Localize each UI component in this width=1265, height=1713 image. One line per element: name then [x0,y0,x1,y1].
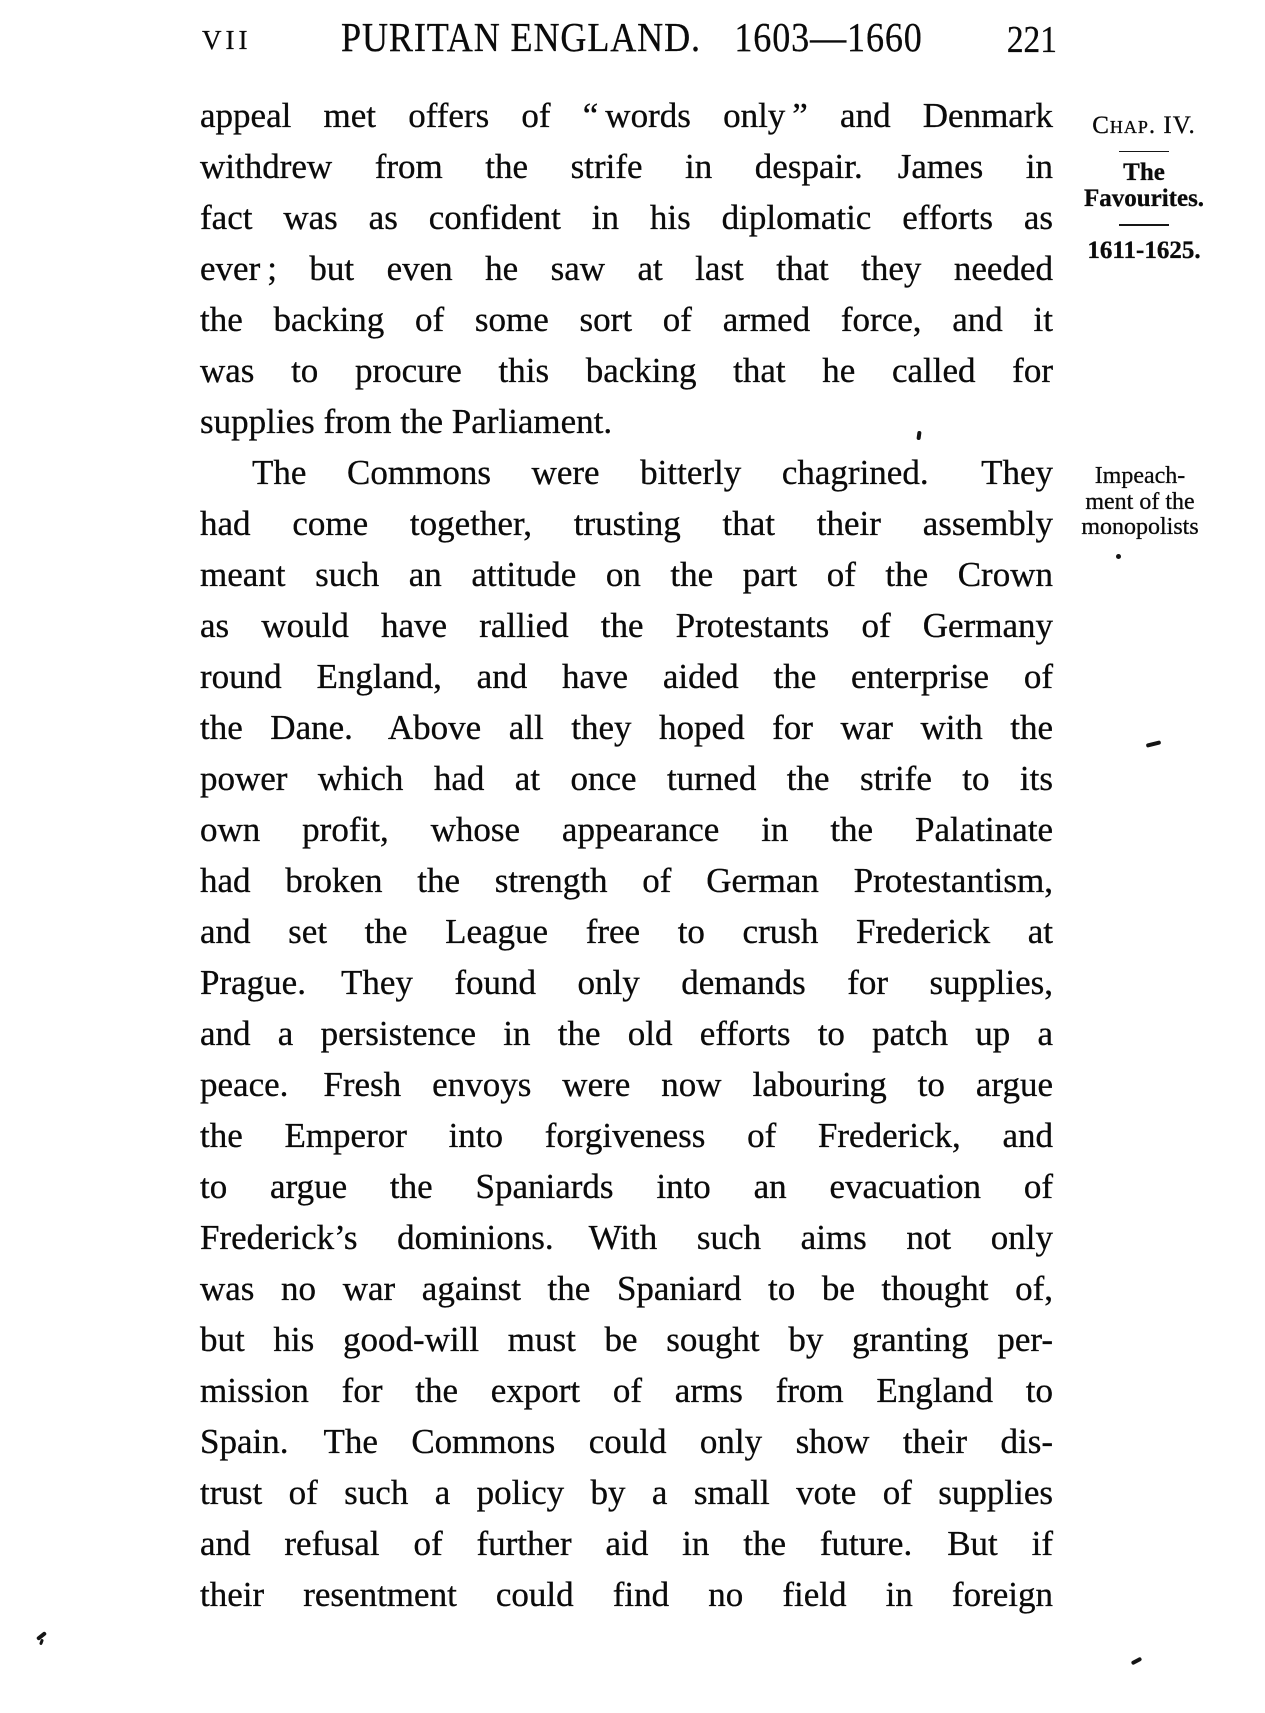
body-text-line: round England, and have aided the enterprise of [200,657,1053,696]
running-title-dates: 1603—1660 [734,14,923,60]
sidenote-subject-line: Favourites. [1083,185,1205,212]
body-text-line: to argue the Spaniards into an evacuation of [200,1167,1053,1206]
body-text-column [200,90,1053,1620]
body-text-line: appeal met offers of “ words only ” and Denmark [200,96,1053,135]
body-text-line: Prague. They found only demands for supplies, [200,963,1053,1002]
sidenote-years: 1611-1625. [1087,237,1201,264]
sidenote-subject-line: The [1123,159,1165,186]
body-text-line: and set the League free to crush Frederick at [200,912,1053,951]
scan-speck [1131,1657,1143,1666]
body-text-line: was no war against the Spaniard to be thought of, [200,1269,1053,1308]
body-text-line: peace. Fresh envoys were now labouring to argue [200,1065,1053,1104]
page-number: 221 [1006,19,1057,61]
body-text-line: was to procure this backing that he called for [200,351,1053,390]
body-text-line: but his good-will must be sought by granting per- [200,1320,1053,1359]
body-text-line: and a persistence in the old efforts to patch up a [200,1014,1053,1053]
body-text-line: had broken the strength of German Protestantism, [200,861,1053,900]
body-text-line: The Commons were bitterly chagrined. They [252,453,1053,492]
sidenote-divider-rule [1119,224,1169,226]
scan-speck [1116,554,1121,559]
sidenote-chapter-block [1062,112,1226,264]
body-text-line: and refusal of further aid in the future. But if [200,1524,1053,1563]
sidenote-note-line: ment of the [1085,488,1195,515]
body-text-line: trust of such a policy by a small vote of supplies [200,1473,1053,1512]
body-text-line: mission for the export of arms from England to [200,1371,1053,1410]
sidenote-chapter-label: Chap. IV. [1092,112,1196,139]
body-text-line: their resentment could find no field in foreign [200,1575,1053,1614]
body-text-line: Spain. The Commons could only show their dis- [200,1422,1053,1461]
scan-speck [39,1639,44,1646]
sidenote-note-line: Impeach- [1094,463,1186,489]
body-text-line: Frederick’s dominions. With such aims not only [200,1218,1053,1257]
body-text-line: the Emperor into forgiveness of Frederick, and [200,1116,1053,1155]
body-text-line: supplies from the Parliament. [200,402,613,441]
sidenote-divider-rule [1119,151,1169,152]
body-text-line: the Dane. Above all they hoped for war with the [200,708,1053,747]
body-text-line: ever ; but even he saw at last that they needed [200,249,1053,288]
sidenote-impeachment-block [1052,464,1228,541]
running-title-text: PURITAN ENGLAND. [341,14,701,60]
body-text-line: power which had at once turned the strife to its [200,759,1053,798]
body-text-line: own profit, whose appearance in the Palatinate [200,810,1053,849]
body-text-line: withdrew from the strife in despair. James in [200,147,1053,186]
chapter-roman-numeral: VII [202,25,252,55]
scan-speck [1146,740,1162,748]
running-title [341,14,923,60]
body-text-line: had come together, trusting that their assembly [200,504,1053,543]
body-text-line: as would have rallied the Protestants of Germany [200,606,1053,645]
sidenote-note-line: monopolists [1081,514,1199,540]
body-text-line: meant such an attitude on the part of the Crown [200,555,1053,594]
body-text-line: fact was as confident in his diplomatic efforts as [200,198,1053,237]
body-text-line: the backing of some sort of armed force, and it [200,300,1053,339]
